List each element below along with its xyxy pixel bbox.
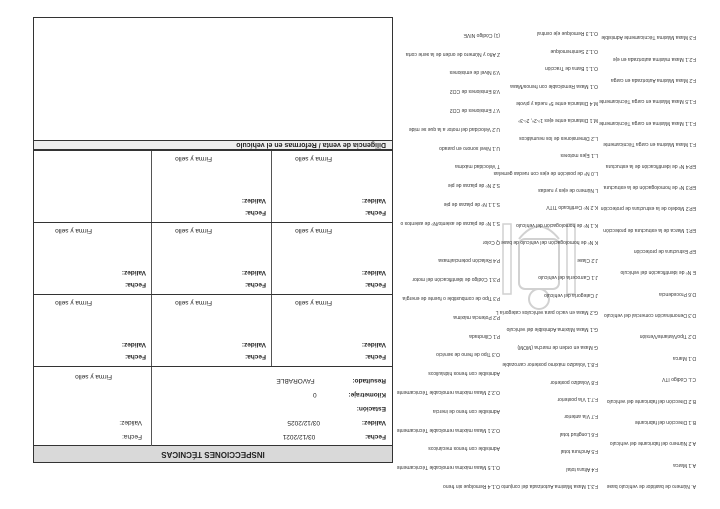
- tech-field-col3-19: U.2 Velocidad del motor a la que se mide: [408, 125, 500, 132]
- tech-field-col1-6: D.1 Marca: [672, 354, 696, 361]
- inspection-block-2: [34, 294, 392, 366]
- tech-field-col1-10: E Nº de identificación del vehículo: [620, 269, 696, 276]
- tech-field-col1-0: A. Número de bastidor de vehículo base: [606, 483, 696, 489]
- tech-field-col3-5: O.2.2 Masa máxima remolcable Técnicamente: [396, 389, 500, 395]
- tech-field-col3-4: Admisible con freno de inercia: [433, 407, 500, 414]
- validez-value: 03/12/2025: [287, 419, 320, 426]
- cell-fecha: Fecha:: [365, 209, 386, 216]
- tech-field-col1-5: C.L Código ITV: [662, 376, 696, 383]
- cell-fecha: Fecha:: [122, 433, 142, 440]
- tech-field-col2-7: F.8.1 Voladizo máximo posterior carrozable: [502, 361, 598, 368]
- tech-field-col1-3: B.1 Dirección del fabricante: [634, 418, 696, 425]
- cell-fecha: Fecha:: [365, 353, 386, 360]
- cell-fecha: Fecha:: [245, 281, 266, 288]
- tech-field-col2-18: L.0 Nº de posición de ejes con ruedas gemelas: [493, 169, 598, 176]
- tech-field-col1-2: A.2 Número del fabricante del vehículo: [609, 440, 696, 447]
- tech-field-col2-0: F.3.1 Masa Máxima Autorizada del conjunto: [501, 483, 598, 489]
- tech-field-col3-11: P.3.1 Código de identificación del motor: [412, 276, 500, 283]
- cell-firma: Firma y sello: [295, 155, 332, 162]
- inspection-block-1: [34, 366, 392, 446]
- inspection-block-3: [34, 222, 392, 294]
- cell-firma: Firma y sello: [75, 373, 112, 380]
- tech-field-col3-18: U.1 Nivel sonoro en parado: [439, 144, 500, 151]
- tech-field-col2-14: K Nº de homologación del vehículo de base: [501, 239, 598, 246]
- resultado-value: FAVORABLE: [276, 377, 315, 384]
- tech-field-col1-21: F.3 Masa Máxima Técnicamente Admisible: [601, 34, 696, 41]
- cell-validez: Validez:: [241, 269, 266, 276]
- tech-field-col1-20: F.2.1 Masa máxima autorizada en eje: [612, 55, 696, 62]
- tech-field-col2-13: J.2 Clase: [577, 256, 598, 263]
- tech-field-col3-1: O.1.5 Masa máxima remolcable Técnicamente: [396, 464, 500, 471]
- tech-field-col3-13: Q Color: [482, 238, 500, 245]
- cell-fecha: Fecha:: [245, 209, 266, 216]
- tech-field-col3-15: S.1.1 Nº de plazas de pie: [443, 201, 500, 207]
- tech-field-col1-12: EP.1 Marca de la estructura de protección: [603, 226, 696, 233]
- tech-field-col2-3: F.6 Longitud total: [559, 430, 598, 437]
- estacion-label: Estación:: [356, 405, 386, 412]
- tech-field-col2-5: F.7.1 Vía posterior: [557, 395, 598, 402]
- cell-firma: Firma y sello: [55, 227, 92, 234]
- tech-field-col3-7: O.3 Tipo de freno de servicio: [436, 351, 500, 358]
- tech-field-col2-16: K.2 Nº Certificado TITV: [546, 204, 598, 211]
- tech-field-col1-8: D.3 Denominación comercial del vehículo: [604, 312, 696, 319]
- tech-field-col2-10: G.2 Masa en vacío para vehículos categoría L: [495, 308, 598, 315]
- cell-validez: Validez:: [119, 419, 142, 426]
- cell-validez: Validez:: [361, 269, 386, 276]
- tech-field-col2-4: F.7 Vía anterior: [564, 413, 598, 420]
- tech-field-col2-23: O.1 Masa Remolcable con frenos/Masa: [510, 82, 598, 89]
- tech-field-col3-14: S.1 Nº de plazas de asiento/Nº de asientos o: [400, 219, 500, 226]
- tech-field-col2-15: K.1 Nº de homologación del vehículo: [516, 221, 598, 228]
- tech-field-col2-25: O.1.2 Semirremolque: [550, 47, 598, 54]
- validez-label: Validez:: [361, 419, 386, 426]
- tech-field-col2-1: F.4 Altura total: [566, 465, 598, 472]
- fecha-value: 03/12/2021: [282, 433, 316, 440]
- cell-fecha: Fecha:: [125, 281, 146, 288]
- cell-firma: Firma y sello: [295, 227, 332, 234]
- inspection-block-4: [34, 150, 392, 222]
- cell-firma: Firma y sello: [175, 155, 212, 162]
- tech-field-col2-21: M.1 Distancia entre ejes 1º-2º, 2º-3º: [518, 117, 598, 124]
- tech-field-col3-20: V.7 Emisiones de CO2: [449, 107, 500, 113]
- tech-field-col3-16: S.2 Nº de plazas de pie: [447, 182, 500, 189]
- tech-field-col3-9: P.2 Potencia máxima: [453, 313, 500, 320]
- tech-field-col1-14: EP.3 Nº de homologación de la estructura: [603, 183, 696, 190]
- cell-firma: Firma y sello: [175, 299, 212, 306]
- cell-fecha: Fecha:: [365, 281, 386, 288]
- tech-field-col1-4: B.2 Dirección del fabricante del vehículo: [606, 397, 696, 404]
- tech-field-col1-13: EP.2 Modelo de la estructura de protección: [600, 205, 696, 212]
- cell-validez: Validez:: [241, 197, 266, 204]
- cell-validez: Validez:: [121, 341, 146, 348]
- cell-validez: Validez:: [121, 269, 146, 276]
- tech-field-col1-17: F.1.1 Masa Máxima en carga Técnicamente: [599, 119, 696, 126]
- tech-field-col3-21: V.8 Emisiones de CO2: [449, 88, 500, 95]
- cell-validez: Validez:: [361, 197, 386, 204]
- diligencia-heading: Diligencia de venta / Reformas en el vehículo: [34, 140, 392, 150]
- tech-field-col2-12: J.1 Carrocería del vehículo: [538, 274, 598, 281]
- tech-field-col3-22: V.9 Nivel de emisiones: [449, 69, 500, 76]
- tech-field-col3-3: O.2.1 Masa máxima remolcable Técnicamente: [396, 426, 500, 433]
- tech-field-col2-19: L.1 Ejes motores: [560, 152, 598, 159]
- tech-field-col3-8: P.1 Cilindrada: [469, 332, 500, 339]
- tech-field-col1-18: F.1.5 Masa Máxima en carga Técnicamente: [599, 98, 696, 105]
- tech-field-col3-2: Admisible con frenos mecánicos: [428, 445, 500, 452]
- cell-firma: Firma y sello: [55, 299, 92, 306]
- technical-data-list: [396, 19, 696, 489]
- tech-field-col3-17: T Velocidad máxima: [455, 163, 500, 170]
- tech-field-col3-23: Z Año y Número de orden de la serie corta: [405, 50, 500, 57]
- tech-field-col1-15: EP.4 Nº de identificación de la estructura: [605, 162, 696, 169]
- tech-field-col1-9: D.6 Procedencia: [659, 290, 696, 297]
- tech-field-col3-10: P.3 Tipo de combustible o fuente de energía: [402, 295, 500, 301]
- tech-field-col2-24: O.1.1 Barra de Tracción: [544, 65, 598, 72]
- tech-field-col1-19: F.2 Masa Máxima Autorizada en carga: [610, 77, 696, 84]
- cell-validez: Validez:: [361, 341, 386, 348]
- tech-field-col3-6: Admisible con frenos hidráulicos: [428, 370, 500, 377]
- tech-field-col2-11: J Categoría del vehículo: [544, 291, 598, 298]
- tech-field-col1-11: EP Estructura de protección: [633, 248, 696, 254]
- tech-field-col3-0: O.1.4 Remolque sin freno: [443, 483, 500, 489]
- cell-firma: Firma y sello: [175, 227, 212, 234]
- inspections-header: INSPECCIONES TÉCNICAS: [34, 445, 392, 462]
- tech-field-col2-20: L.2 Dimensiones de los neumáticos: [519, 134, 598, 141]
- tech-field-col2-17: L Número de ejes y ruedas: [538, 187, 598, 194]
- cell-firma: Firma y sello: [295, 299, 332, 306]
- tech-field-col2-2: F.5 Anchura total: [560, 448, 598, 455]
- cell-fecha: Fecha:: [245, 353, 266, 360]
- tech-field-col2-9: G.1 Masa Máxima Admisible del vehículo: [506, 326, 598, 333]
- tech-field-col1-7: D.2 Tipo/Variante/Versión: [639, 333, 696, 340]
- cell-validez: Validez:: [241, 341, 266, 348]
- tech-field-col2-6: F.8 Voladizo posterior: [550, 378, 598, 385]
- tech-field-col3-24: (1) Código NIVE: [463, 31, 500, 38]
- tech-field-col3-12: P.4 Relación potencia/masa: [438, 257, 500, 264]
- tech-field-col2-26: O.1.3 Remolque eje central: [537, 30, 598, 37]
- cell-fecha: Fecha:: [125, 353, 146, 360]
- fecha-label: Fecha:: [365, 433, 386, 440]
- kilometraje-value: 0: [312, 391, 317, 398]
- tech-field-col2-8: G Masa en orden de marcha (MOM): [517, 343, 598, 350]
- resultado-label: Resultado:: [352, 377, 386, 384]
- tech-field-col1-16: F.1 Masa Máxima en carga Técnicamente: [603, 141, 696, 148]
- inspections-table: [33, 17, 393, 463]
- tech-field-col1-1: A.1 Marca: [673, 461, 696, 468]
- kilometraje-label: Kilometraje:: [348, 391, 386, 398]
- tech-field-col2-22: M.4 Distancia entre 5ª rueda y pivote: [516, 100, 598, 107]
